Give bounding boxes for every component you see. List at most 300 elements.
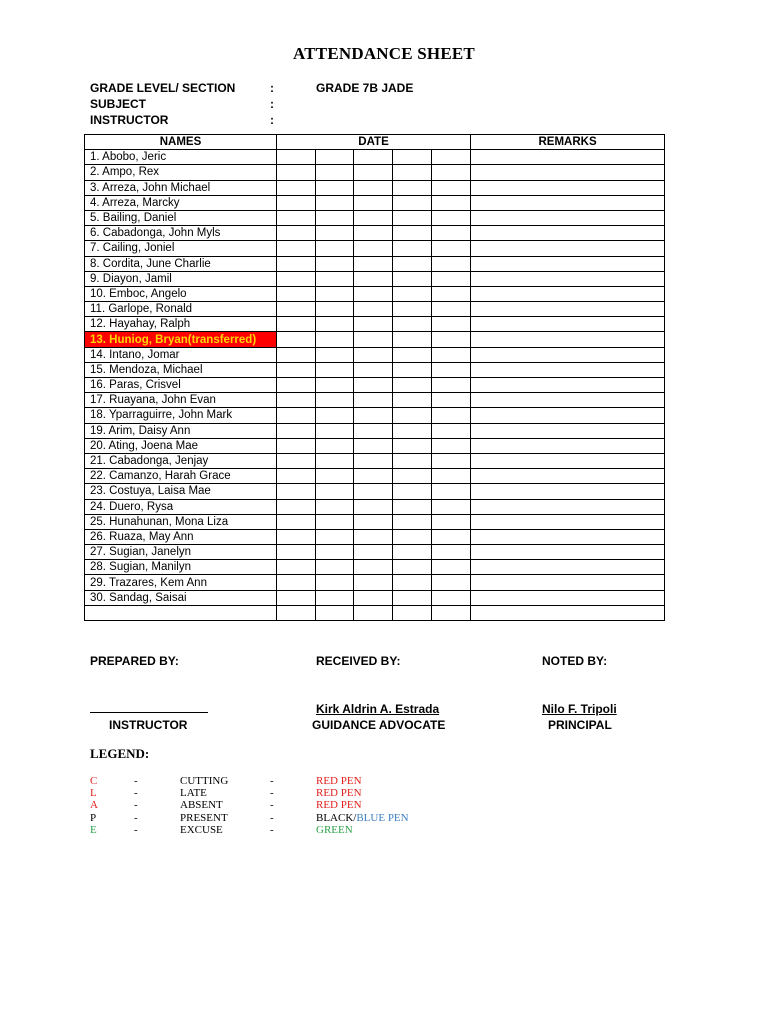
remarks-cell[interactable] xyxy=(471,180,665,195)
table-row xyxy=(85,271,665,286)
date-cell[interactable] xyxy=(354,256,393,271)
date-cell[interactable] xyxy=(277,605,316,620)
remarks-cell[interactable] xyxy=(471,195,665,210)
date-cell[interactable] xyxy=(354,241,393,256)
date-cell[interactable] xyxy=(316,317,354,332)
meta-label: GRADE LEVEL/ SECTION xyxy=(90,81,236,95)
remarks-cell[interactable] xyxy=(471,378,665,393)
legend-separator: - xyxy=(134,775,138,787)
table-row xyxy=(85,560,665,575)
student-name: 2. Ampo, Rex xyxy=(85,165,277,180)
date-cell[interactable] xyxy=(277,575,316,590)
received-by-name: Kirk Aldrin A. Estrada xyxy=(316,702,440,716)
date-cell[interactable] xyxy=(316,545,354,560)
date-cell[interactable] xyxy=(316,514,354,529)
date-cell[interactable] xyxy=(432,560,471,575)
date-cell[interactable] xyxy=(316,529,354,544)
legend-separator: - xyxy=(270,823,274,836)
date-cell[interactable] xyxy=(432,362,471,377)
date-cell[interactable] xyxy=(277,195,316,210)
date-cell[interactable] xyxy=(354,165,393,180)
date-cell[interactable] xyxy=(432,514,471,529)
remarks-cell[interactable] xyxy=(471,317,665,332)
meta-label: SUBJECT xyxy=(90,97,147,111)
table-row xyxy=(85,195,665,210)
table-row xyxy=(85,332,665,347)
student-name: 25. Hunahunan, Mona Liza xyxy=(85,514,277,529)
date-cell[interactable] xyxy=(316,302,354,317)
date-cell[interactable] xyxy=(354,590,393,605)
date-cell[interactable] xyxy=(432,453,471,468)
date-cell[interactable] xyxy=(277,529,316,544)
date-cell[interactable] xyxy=(432,529,471,544)
received-by-role: GUIDANCE ADVOCATE xyxy=(312,718,446,732)
sheet-meta xyxy=(90,80,590,128)
date-cell[interactable] xyxy=(316,180,354,195)
legend-item xyxy=(90,799,490,811)
date-cell[interactable] xyxy=(354,499,393,514)
date-cell[interactable] xyxy=(316,560,354,575)
date-cell[interactable] xyxy=(354,453,393,468)
student-name: 19. Arim, Daisy Ann xyxy=(85,423,277,438)
legend-item xyxy=(90,775,490,787)
table-row xyxy=(85,605,665,620)
date-cell[interactable] xyxy=(393,286,432,301)
student-name: 12. Hayahay, Ralph xyxy=(85,317,277,332)
date-cell[interactable] xyxy=(316,271,354,286)
date-cell[interactable] xyxy=(354,423,393,438)
date-cell[interactable] xyxy=(354,529,393,544)
date-cell[interactable] xyxy=(354,560,393,575)
remarks-cell[interactable] xyxy=(471,605,665,620)
date-cell[interactable] xyxy=(393,484,432,499)
table-row xyxy=(85,378,665,393)
date-cell[interactable] xyxy=(277,210,316,225)
date-cell[interactable] xyxy=(316,256,354,271)
page-title: ATTENDANCE SHEET xyxy=(293,44,475,63)
table-body xyxy=(85,150,665,621)
remarks-cell[interactable] xyxy=(471,560,665,575)
student-name: 3. Arreza, John Michael xyxy=(85,180,277,195)
student-name: 17. Ruayana, John Evan xyxy=(85,393,277,408)
date-cell[interactable] xyxy=(432,605,471,620)
legend-separator: - xyxy=(270,811,274,824)
date-cell[interactable] xyxy=(354,180,393,195)
date-cell[interactable] xyxy=(277,286,316,301)
date-cell[interactable] xyxy=(316,332,354,347)
date-cell[interactable] xyxy=(277,180,316,195)
table-row xyxy=(85,180,665,195)
received-by-label: RECEIVED BY: xyxy=(316,654,401,668)
date-cell[interactable] xyxy=(393,226,432,241)
date-cell[interactable] xyxy=(432,393,471,408)
date-cell[interactable] xyxy=(432,378,471,393)
date-cell[interactable] xyxy=(354,408,393,423)
date-cell[interactable] xyxy=(354,362,393,377)
date-cell[interactable] xyxy=(393,605,432,620)
date-cell[interactable] xyxy=(393,378,432,393)
date-cell[interactable] xyxy=(432,590,471,605)
legend-item xyxy=(90,787,490,799)
table-header-row xyxy=(85,135,665,150)
date-cell[interactable] xyxy=(277,317,316,332)
date-cell[interactable] xyxy=(316,210,354,225)
date-cell[interactable] xyxy=(277,469,316,484)
student-name-transferred: 13. Huniog, Bryan(transferred) xyxy=(85,332,277,347)
date-cell[interactable] xyxy=(354,469,393,484)
student-name: 16. Paras, Crisvel xyxy=(85,378,277,393)
table-row xyxy=(85,302,665,317)
date-cell[interactable] xyxy=(393,560,432,575)
remarks-cell[interactable] xyxy=(471,453,665,468)
date-cell[interactable] xyxy=(393,317,432,332)
student-name: 29. Trazares, Kem Ann xyxy=(85,575,277,590)
remarks-cell[interactable] xyxy=(471,484,665,499)
date-cell[interactable] xyxy=(316,362,354,377)
remarks-cell[interactable] xyxy=(471,590,665,605)
student-name: 20. Ating, Joena Mae xyxy=(85,438,277,453)
noted-by-role: PRINCIPAL xyxy=(548,718,612,732)
date-cell[interactable] xyxy=(432,575,471,590)
remarks-cell[interactable] xyxy=(471,408,665,423)
date-cell[interactable] xyxy=(316,605,354,620)
meta-colon: : xyxy=(270,81,274,95)
legend-code: A xyxy=(90,799,98,812)
date-cell[interactable] xyxy=(277,438,316,453)
date-cell[interactable] xyxy=(432,286,471,301)
date-cell[interactable] xyxy=(354,302,393,317)
date-cell[interactable] xyxy=(393,271,432,286)
date-cell[interactable] xyxy=(277,332,316,347)
remarks-cell[interactable] xyxy=(471,332,665,347)
student-name: 24. Duero, Rysa xyxy=(85,499,277,514)
date-cell[interactable] xyxy=(277,347,316,362)
date-cell[interactable] xyxy=(316,241,354,256)
meta-value-grade-section: GRADE 7B JADE xyxy=(316,81,414,95)
legend-pen: RED PEN xyxy=(316,787,362,800)
date-cell[interactable] xyxy=(316,453,354,468)
date-cell[interactable] xyxy=(354,317,393,332)
date-cell[interactable] xyxy=(432,332,471,347)
date-cell[interactable] xyxy=(354,484,393,499)
date-cell[interactable] xyxy=(354,195,393,210)
date-cell[interactable] xyxy=(316,378,354,393)
remarks-cell[interactable] xyxy=(471,575,665,590)
date-cell[interactable] xyxy=(393,590,432,605)
legend-pen: RED PEN xyxy=(316,799,362,812)
date-cell[interactable] xyxy=(316,423,354,438)
date-cell[interactable] xyxy=(316,469,354,484)
legend-meaning: ABSENT xyxy=(180,799,223,812)
date-cell[interactable] xyxy=(277,393,316,408)
remarks-cell[interactable] xyxy=(471,545,665,560)
student-name: 7. Cailing, Joniel xyxy=(85,241,277,256)
remarks-cell[interactable] xyxy=(471,210,665,225)
meta-row-grade-section xyxy=(90,80,590,96)
date-cell[interactable] xyxy=(316,393,354,408)
table-row xyxy=(85,150,665,165)
date-cell[interactable] xyxy=(393,362,432,377)
date-cell[interactable] xyxy=(354,210,393,225)
legend-pen: RED PEN xyxy=(316,775,362,787)
table-row xyxy=(85,469,665,484)
date-cell[interactable] xyxy=(277,150,316,165)
table-row xyxy=(85,545,665,560)
legend-pen-secondary: BLUE PEN xyxy=(356,811,409,824)
date-cell[interactable] xyxy=(432,165,471,180)
remarks-cell[interactable] xyxy=(471,362,665,377)
date-cell[interactable] xyxy=(277,453,316,468)
date-cell[interactable] xyxy=(432,302,471,317)
date-cell[interactable] xyxy=(432,210,471,225)
date-cell[interactable] xyxy=(354,226,393,241)
date-cell[interactable] xyxy=(277,302,316,317)
legend-separator: - xyxy=(134,799,138,812)
table-row xyxy=(85,241,665,256)
student-name: 23. Costuya, Laisa Mae xyxy=(85,484,277,499)
prepared-by-label: PREPARED BY: xyxy=(90,654,179,668)
table-row xyxy=(85,165,665,180)
date-cell[interactable] xyxy=(393,469,432,484)
date-cell[interactable] xyxy=(432,241,471,256)
date-cell[interactable] xyxy=(432,347,471,362)
date-cell[interactable] xyxy=(393,241,432,256)
date-cell[interactable] xyxy=(316,226,354,241)
remarks-header: REMARKS xyxy=(471,135,665,150)
date-cell[interactable] xyxy=(277,226,316,241)
date-cell[interactable] xyxy=(432,317,471,332)
table-row xyxy=(85,453,665,468)
noted-by-label: NOTED BY: xyxy=(542,654,608,668)
date-cell[interactable] xyxy=(277,545,316,560)
date-cell[interactable] xyxy=(354,286,393,301)
table-row xyxy=(85,590,665,605)
legend-separator: - xyxy=(134,811,138,824)
date-cell[interactable] xyxy=(316,408,354,423)
legend-pen xyxy=(316,812,409,824)
date-cell[interactable] xyxy=(277,499,316,514)
date-cell[interactable] xyxy=(432,226,471,241)
date-cell[interactable] xyxy=(432,484,471,499)
remarks-cell[interactable] xyxy=(471,302,665,317)
student-name: 26. Ruaza, May Ann xyxy=(85,529,277,544)
table-row xyxy=(85,256,665,271)
date-cell[interactable] xyxy=(316,499,354,514)
date-cell[interactable] xyxy=(432,271,471,286)
legend-code: C xyxy=(90,775,98,787)
legend-separator: - xyxy=(134,787,138,800)
legend-meaning: PRESENT xyxy=(180,811,228,824)
date-cell[interactable] xyxy=(354,393,393,408)
date-cell[interactable] xyxy=(393,423,432,438)
date-cell[interactable] xyxy=(393,210,432,225)
noted-by-name: Nilo F. Tripoli xyxy=(542,702,617,716)
date-cell[interactable] xyxy=(354,378,393,393)
date-cell[interactable] xyxy=(277,484,316,499)
date-cell[interactable] xyxy=(316,165,354,180)
table-row xyxy=(85,317,665,332)
remarks-cell[interactable] xyxy=(471,469,665,484)
legend-pen: GREEN xyxy=(316,823,353,836)
date-cell[interactable] xyxy=(316,590,354,605)
remarks-cell[interactable] xyxy=(471,499,665,514)
date-cell[interactable] xyxy=(354,347,393,362)
date-cell[interactable] xyxy=(393,180,432,195)
remarks-cell[interactable] xyxy=(471,438,665,453)
date-cell[interactable] xyxy=(277,378,316,393)
remarks-cell[interactable] xyxy=(471,423,665,438)
names-header: NAMES xyxy=(85,135,277,150)
legend-separator: - xyxy=(270,799,274,812)
date-cell[interactable] xyxy=(393,256,432,271)
prepared-by-role: INSTRUCTOR xyxy=(109,718,188,732)
remarks-cell[interactable] xyxy=(471,514,665,529)
legend-meaning: EXCUSE xyxy=(180,823,223,836)
remarks-cell[interactable] xyxy=(471,529,665,544)
date-cell[interactable] xyxy=(277,514,316,529)
remarks-cell[interactable] xyxy=(471,393,665,408)
date-cell[interactable] xyxy=(393,438,432,453)
legend-separator: - xyxy=(270,775,274,787)
date-cell[interactable] xyxy=(316,438,354,453)
table-row xyxy=(85,529,665,544)
legend-code: P xyxy=(90,811,97,824)
date-cell[interactable] xyxy=(393,514,432,529)
table-row xyxy=(85,408,665,423)
table-row xyxy=(85,484,665,499)
date-cell[interactable] xyxy=(277,241,316,256)
date-cell[interactable] xyxy=(316,150,354,165)
legend-code: L xyxy=(90,787,97,800)
legend-meaning: CUTTING xyxy=(180,775,229,787)
date-cell[interactable] xyxy=(393,195,432,210)
date-cell[interactable] xyxy=(316,347,354,362)
student-name: 27. Sugian, Janelyn xyxy=(85,545,277,560)
date-cell[interactable] xyxy=(277,362,316,377)
remarks-cell[interactable] xyxy=(471,165,665,180)
date-cell[interactable] xyxy=(432,438,471,453)
date-cell[interactable] xyxy=(354,332,393,347)
table-row xyxy=(85,499,665,514)
date-cell[interactable] xyxy=(393,165,432,180)
date-cell[interactable] xyxy=(393,150,432,165)
legend-code: E xyxy=(90,823,97,836)
remarks-cell[interactable] xyxy=(471,256,665,271)
date-cell[interactable] xyxy=(393,347,432,362)
date-cell[interactable] xyxy=(393,393,432,408)
date-cell[interactable] xyxy=(277,408,316,423)
date-cell[interactable] xyxy=(393,545,432,560)
table-row xyxy=(85,575,665,590)
date-cell[interactable] xyxy=(432,423,471,438)
date-cell[interactable] xyxy=(316,195,354,210)
date-cell[interactable] xyxy=(393,575,432,590)
date-cell[interactable] xyxy=(393,529,432,544)
date-cell[interactable] xyxy=(432,180,471,195)
student-name: 18. Yparraguirre, John Mark xyxy=(85,408,277,423)
table-row xyxy=(85,210,665,225)
legend-pen-primary: BLACK/ xyxy=(316,811,357,824)
date-cell[interactable] xyxy=(393,408,432,423)
student-name: 22. Camanzo, Harah Grace xyxy=(85,469,277,484)
meta-row-instructor xyxy=(90,112,590,128)
table-row xyxy=(85,393,665,408)
date-cell[interactable] xyxy=(354,150,393,165)
date-cell[interactable] xyxy=(354,575,393,590)
student-name: 6. Cabadonga, John Myls xyxy=(85,226,277,241)
remarks-cell[interactable] xyxy=(471,150,665,165)
date-cell[interactable] xyxy=(277,271,316,286)
student-name xyxy=(85,605,277,620)
table-row xyxy=(85,347,665,362)
remarks-cell[interactable] xyxy=(471,241,665,256)
table-row xyxy=(85,438,665,453)
date-cell[interactable] xyxy=(432,408,471,423)
student-name: 5. Bailing, Daniel xyxy=(85,210,277,225)
table-row xyxy=(85,423,665,438)
student-name: 28. Sugian, Manilyn xyxy=(85,560,277,575)
date-cell[interactable] xyxy=(432,150,471,165)
date-cell[interactable] xyxy=(393,332,432,347)
date-cell[interactable] xyxy=(277,423,316,438)
student-name: 8. Cordita, June Charlie xyxy=(85,256,277,271)
date-cell[interactable] xyxy=(432,545,471,560)
legend-separator: - xyxy=(134,823,138,836)
meta-colon: : xyxy=(270,113,274,127)
legend-item xyxy=(90,824,490,836)
date-cell[interactable] xyxy=(393,302,432,317)
student-name: 9. Diayon, Jamil xyxy=(85,271,277,286)
meta-label: INSTRUCTOR xyxy=(90,113,169,127)
date-header: DATE xyxy=(277,135,471,150)
student-name: 15. Mendoza, Michael xyxy=(85,362,277,377)
date-cell[interactable] xyxy=(432,469,471,484)
date-cell[interactable] xyxy=(277,256,316,271)
student-name: 1. Abobo, Jeric xyxy=(85,150,277,165)
date-cell[interactable] xyxy=(432,256,471,271)
student-name: 14. Intano, Jomar xyxy=(85,347,277,362)
student-name: 11. Garlope, Ronald xyxy=(85,302,277,317)
date-cell[interactable] xyxy=(277,165,316,180)
table-row xyxy=(85,514,665,529)
date-cell[interactable] xyxy=(354,514,393,529)
remarks-cell[interactable] xyxy=(471,347,665,362)
remarks-cell[interactable] xyxy=(471,286,665,301)
date-cell[interactable] xyxy=(354,438,393,453)
student-name: 4. Arreza, Marcky xyxy=(85,195,277,210)
table-row xyxy=(85,286,665,301)
date-cell[interactable] xyxy=(354,545,393,560)
date-cell[interactable] xyxy=(354,271,393,286)
remarks-cell[interactable] xyxy=(471,271,665,286)
date-cell[interactable] xyxy=(316,484,354,499)
date-cell[interactable] xyxy=(316,286,354,301)
date-cell[interactable] xyxy=(316,575,354,590)
date-cell[interactable] xyxy=(277,590,316,605)
date-cell[interactable] xyxy=(432,195,471,210)
meta-colon: : xyxy=(270,97,274,111)
date-cell[interactable] xyxy=(393,499,432,514)
date-cell[interactable] xyxy=(354,605,393,620)
legend xyxy=(90,775,490,836)
date-cell[interactable] xyxy=(432,499,471,514)
remarks-cell[interactable] xyxy=(471,226,665,241)
attendance-table xyxy=(84,134,665,621)
student-name: 30. Sandag, Saisai xyxy=(85,590,277,605)
date-cell[interactable] xyxy=(393,453,432,468)
date-cell[interactable] xyxy=(277,560,316,575)
student-name: 10. Emboc, Angelo xyxy=(85,286,277,301)
